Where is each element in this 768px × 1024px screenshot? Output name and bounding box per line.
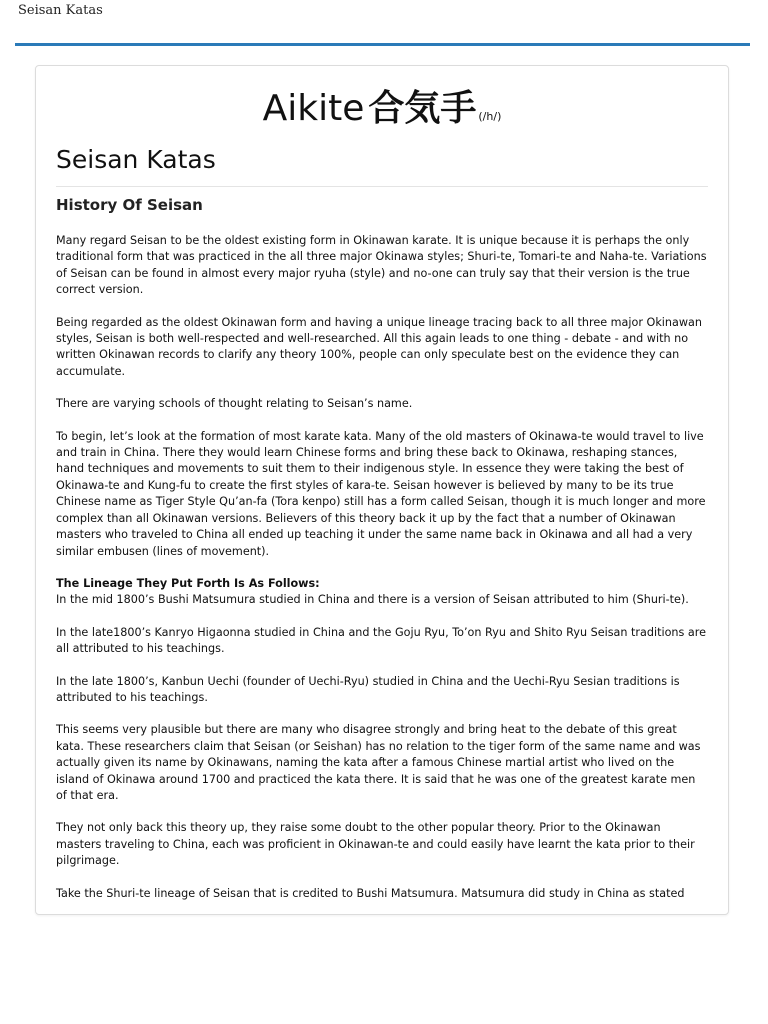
lineage-heading: The Lineage They Put Forth Is As Follows: — [56, 576, 320, 590]
paragraph-lineage — [56, 576, 708, 609]
article-body — [56, 233, 708, 902]
paragraph: Many regard Seisan to be the oldest existing form in Okinawan karate. It is unique because it is perhaps the only traditional form that was practiced in the all three major Okinawa styles; Shuri-te, Tomari-te and Naha-te. Variations of Seisan can be found in almost every major ryuha (style) and no-one can truly say that their version is the true correct version. — [56, 234, 707, 297]
site-title-path: (/h/) — [478, 110, 502, 123]
paragraph: To begin, let’s look at the formation of most karate kata. Many of the old masters of Okinawa-te would travel to live and train in China. There they would learn Chinese forms and bring these back to Okinawa, reshaping stances, hand techniques and movements to suit them to their indigenous style. In essence they were taking the best of Okinawa-te and Kung-fu to create the first styles of kara-te. Seisan however is believed by many to be its true Chinese name as Tiger Style Qu’an-fa (Tora kenpo) still has a form called Seisan, though it is much longer and more complex than all Okinawan versions. Believers of this theory back it up by the fact that a number of Okinawan masters who traveled to China all ended up teaching it under the same name back in Okinawa and all had a very similar embusen (lines of movement). — [56, 429, 706, 558]
paragraph: There are varying schools of thought relating to Seisan’s name. — [56, 397, 413, 411]
lineage-text: In the mid 1800’s Bushi Matsumura studied in China and there is a version of Seisan attributed to him (Shuri-te). — [56, 593, 689, 607]
site-title-latin: Aikite — [262, 88, 365, 129]
paragraph: Being regarded as the oldest Okinawan form and having a unique lineage tracing back to all three major Okinawan styles, Seisan is both well-respected and well-researched. All this again leads to one thing - debate - and with no written Okinawan records to clarify any theory 100%, people can only speculate best on the evidence they can accumulate. — [56, 315, 702, 378]
paragraph: They not only back this theory up, they raise some doubt to the other popular theory. Prior to the Okinawan masters traveling to China, each was proficient in Okinawan-te and could easily have learnt the kata prior to their pilgrimage. — [56, 821, 695, 868]
site-title-link[interactable] — [56, 86, 708, 132]
paragraph: Take the Shuri-te lineage of Seisan that is credited to Bushi Matsumura. Matsumura did study in China as stated — [56, 886, 685, 900]
paragraph: This seems very plausible but there are many who disagree strongly and bring heat to the debate of this great kata. These researchers claim that Seisan (or Seishan) has no relation to the tiger form of the same name and was actually given its name by Okinawans, naming the kata after a famous Chinese martial artist who lived on the island of Okinawa around 1700 and practiced the kata there. It is said that he was one of the greatest karate men of that era. — [56, 723, 701, 802]
page-title: Seisan Katas — [56, 144, 708, 187]
header-divider — [15, 43, 750, 46]
section-title: History Of Seisan — [56, 196, 203, 214]
paragraph: In the late1800’s Kanryo Higaonna studied in China and the Goju Ryu, To’on Ryu and Shito Ryu Seisan traditions are all attributed to his teachings. — [56, 625, 706, 656]
article-card — [35, 65, 729, 915]
paragraph: In the late 1800’s, Kanbun Uechi (founder of Uechi-Ryu) studied in China and the Uechi-Ryu Sesian traditions is attributed to his teachings. — [56, 674, 680, 704]
site-title-kanji: 合気手 — [368, 88, 477, 129]
page-tab-title: Seisan Katas — [18, 3, 103, 18]
